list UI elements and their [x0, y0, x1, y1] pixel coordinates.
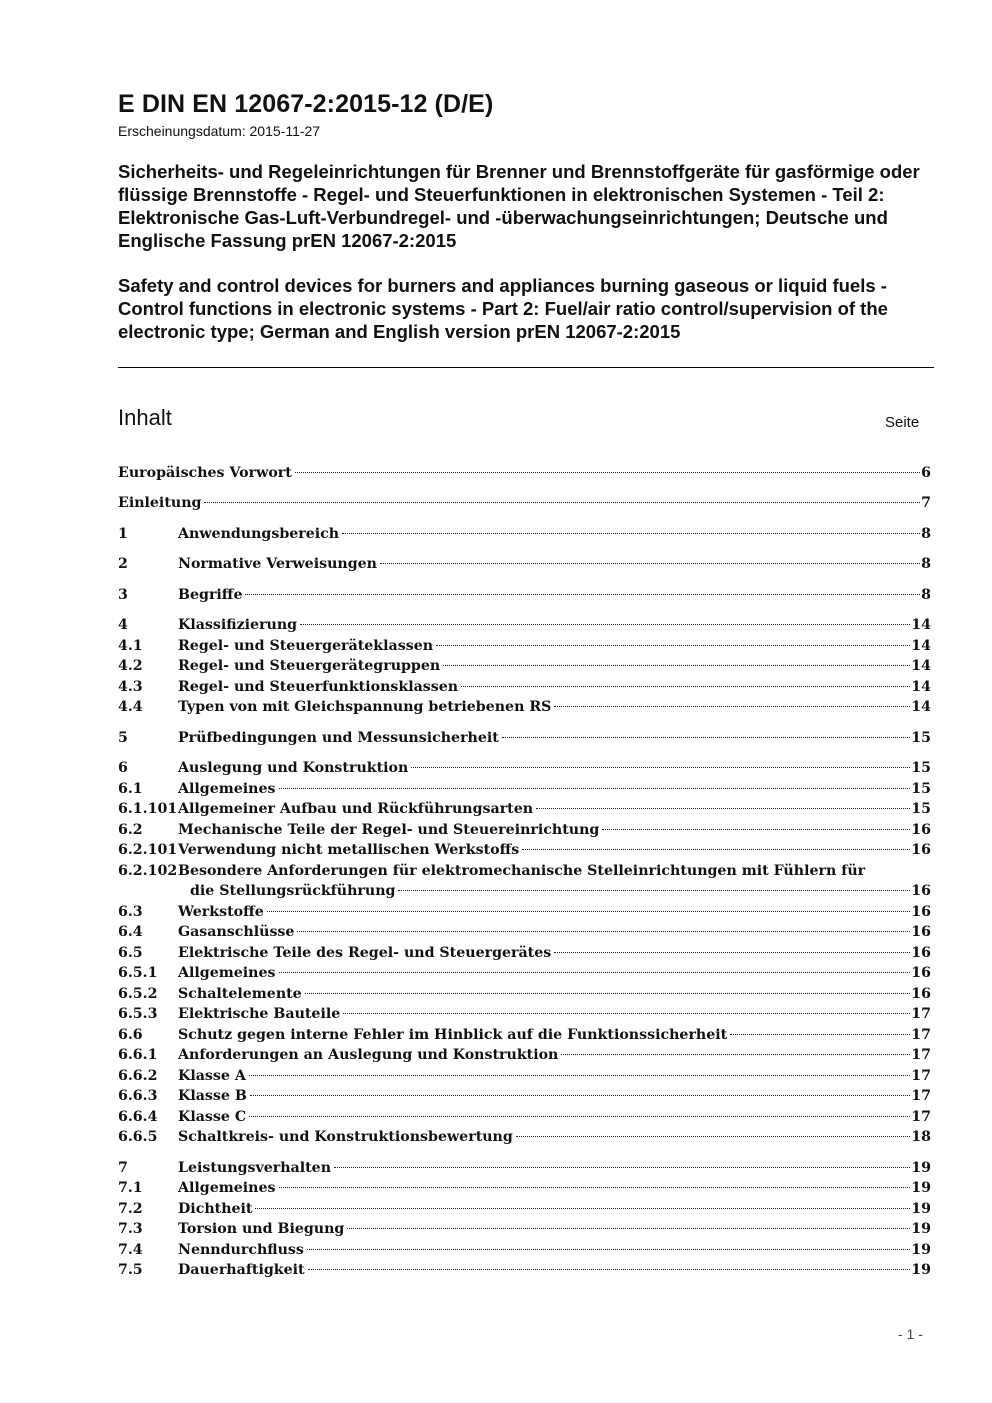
toc-entry-page: 16 — [911, 986, 931, 1002]
toc-entry-title: Schaltkreis- und Konstruktionsbewertung — [178, 1129, 513, 1145]
toc-entry-page: 8 — [921, 556, 931, 572]
toc-entry-page: 19 — [911, 1160, 931, 1176]
toc-entry[interactable] — [118, 728, 931, 748]
publication-date: Erscheinungsdatum: 2015-11-27 — [118, 123, 321, 139]
toc-dot-leader — [436, 645, 910, 646]
toc-entry-title: Gasanschlüsse — [178, 924, 295, 940]
toc-dot-leader — [380, 563, 920, 564]
toc-entry[interactable] — [118, 840, 931, 860]
toc-entry-number: 4.2 — [118, 658, 143, 674]
toc-entry-number: 6.6.2 — [118, 1068, 158, 1084]
toc-entry-number: 1 — [118, 526, 128, 542]
toc-entry-page: 16 — [911, 904, 931, 920]
toc-entry-title: Auslegung und Konstruktion — [178, 760, 409, 776]
toc-entry-page: 16 — [911, 842, 931, 858]
toc-entry-number: 7 — [118, 1160, 128, 1176]
toc-dot-leader — [554, 706, 910, 707]
toc-entry[interactable] — [118, 1045, 931, 1065]
toc-entry-number: 7.5 — [118, 1262, 143, 1278]
toc-entry-number: 6.6 — [118, 1027, 143, 1043]
toc-entry-number: 6.1 — [118, 781, 143, 797]
toc-dot-leader — [297, 931, 910, 932]
toc-entry-title: Dichtheit — [178, 1201, 253, 1217]
toc-entry-title: Nenndurchfluss — [178, 1242, 304, 1258]
toc-entry[interactable] — [118, 799, 931, 819]
toc-entry-number: 7.2 — [118, 1201, 143, 1217]
toc-dot-leader — [516, 1136, 910, 1137]
toc-entry-number: 6.2 — [118, 822, 143, 838]
toc-entry-title: Elektrische Bauteile — [178, 1006, 341, 1022]
toc-heading: Inhalt — [118, 405, 172, 430]
toc-entry-title: Begriffe — [178, 587, 243, 603]
toc-entry-title: Schutz gegen interne Fehler im Hinblick auf die Funktionssicherheit — [178, 1027, 728, 1043]
toc-entry-number: 6 — [118, 760, 128, 776]
toc-entry[interactable] — [118, 820, 931, 840]
toc-entry-number: 6.3 — [118, 904, 143, 920]
toc-dot-leader — [398, 890, 910, 891]
toc-entry-title: Werkstoffe — [178, 904, 264, 920]
toc-entry-page: 16 — [911, 822, 931, 838]
toc-dot-leader — [305, 993, 911, 994]
toc-entry-number: 4.4 — [118, 699, 143, 715]
toc-dot-leader — [250, 1095, 910, 1096]
toc-entry-page: 14 — [911, 617, 931, 633]
toc-dot-leader — [347, 1228, 910, 1229]
toc-entry[interactable] — [118, 1260, 931, 1280]
toc-entry-page: 19 — [911, 1180, 931, 1196]
toc-dot-leader — [522, 849, 910, 850]
toc-entry-page: 15 — [911, 730, 931, 746]
toc-dot-leader — [561, 1054, 910, 1055]
page-number: - 1 - — [898, 1326, 923, 1342]
title-german: Sicherheits- und Regeleinrichtungen für Brenner und Brennstoffgeräte für gasförmige oder flüssige Brennstoffe - Regel- und Steuerfunktionen in elektronischen Systemen - Teil 2: Elektronische Gas-Luft-Verbundregel- und -überwachungseinrichtungen; Deutsche und Englische Fassung prEN 12067-2:2015 — [118, 161, 920, 251]
title-english: Safety and control devices for burners and appliances burning gaseous or liquid fuels - Control functions in electronic systems - Part 2: Fuel/air ratio control/supervision of the electronic type; German and English version prEN 12067-2:2015 — [118, 275, 888, 342]
toc-entry-page: 19 — [911, 1242, 931, 1258]
toc-entry-title: Elektrische Teile des Regel- und Steuergerätes — [178, 945, 552, 961]
toc-entry[interactable] — [118, 493, 931, 513]
toc-dot-leader — [249, 1116, 910, 1117]
toc-dot-leader — [204, 502, 920, 503]
toc-entry-page: 15 — [911, 781, 931, 797]
toc-entry-title: Schaltelemente — [178, 986, 302, 1002]
toc-dot-leader — [279, 788, 911, 789]
toc-entry-title: Klasse B — [178, 1088, 247, 1104]
toc-dot-leader — [334, 1167, 910, 1168]
toc-entry[interactable] — [118, 524, 931, 544]
toc-entry[interactable] — [118, 1199, 931, 1219]
toc-entry-number: 6.4 — [118, 924, 143, 940]
toc-entry-number: 6.6.3 — [118, 1088, 158, 1104]
toc-page-label: Seite — [885, 414, 920, 431]
toc-entry-page: 17 — [911, 1027, 931, 1043]
toc-entry-number: 5 — [118, 730, 128, 746]
toc-dot-leader — [255, 1208, 910, 1209]
toc-entry[interactable] — [118, 902, 931, 922]
toc-entry[interactable] — [118, 1219, 931, 1239]
toc-entry-title: Typen von mit Gleichspannung betriebenen RS — [178, 699, 552, 715]
document-id: E DIN EN 12067-2:2015-12 (D/E) — [118, 90, 494, 118]
toc-entry-title: Anforderungen an Auslegung und Konstruktion — [178, 1047, 559, 1063]
toc-entry[interactable] — [118, 1025, 931, 1045]
toc-dot-leader — [554, 952, 910, 953]
toc-dot-leader — [245, 594, 920, 595]
toc-dot-leader — [279, 1187, 911, 1188]
toc-entry-number: 2 — [118, 556, 128, 572]
toc-entry-title: Klassifizierung — [178, 617, 298, 633]
toc-entry[interactable] — [118, 636, 931, 656]
toc-entry-number: 6.2.101 — [118, 842, 178, 858]
toc-dot-leader — [342, 533, 920, 534]
toc-entry-page: 14 — [911, 679, 931, 695]
toc-entry-number: 6.5.2 — [118, 986, 158, 1002]
toc-dot-leader — [308, 1269, 911, 1270]
toc-entry-page: 18 — [911, 1129, 931, 1145]
toc-entry-page: 19 — [911, 1262, 931, 1278]
toc-entry[interactable] — [118, 1066, 931, 1086]
toc-entry[interactable] — [118, 1240, 931, 1260]
toc-entry-title: Allgemeiner Aufbau und Rückführungsarten — [178, 801, 534, 817]
toc-entry-title-continued: die Stellungsrückführung — [190, 883, 396, 899]
toc-entry[interactable] — [118, 1004, 931, 1024]
toc-dot-leader — [730, 1034, 910, 1035]
toc-entry-number: 4.3 — [118, 679, 143, 695]
toc-entry-number: 7.1 — [118, 1180, 143, 1196]
toc-entry-number: 4.1 — [118, 638, 143, 654]
toc-entry[interactable] — [118, 1107, 931, 1127]
toc-entry[interactable] — [118, 463, 931, 483]
toc-entry[interactable] — [118, 656, 931, 676]
toc-entry[interactable] — [118, 963, 931, 983]
toc-entry-page: 16 — [911, 945, 931, 961]
toc-entry-number: 6.6.4 — [118, 1109, 158, 1125]
toc-entry[interactable] — [118, 615, 931, 635]
toc-entry-number: 6.5 — [118, 945, 143, 961]
toc-entry-number: 4 — [118, 617, 128, 633]
toc-entry[interactable] — [118, 677, 931, 697]
toc-entry-number: 7.4 — [118, 1242, 143, 1258]
toc-entry[interactable] — [118, 922, 931, 942]
toc-dot-leader — [279, 972, 911, 973]
toc-entry-page: 16 — [911, 883, 931, 899]
toc-entry-title: Besondere Anforderungen für elektromechanische Stelleinrichtungen mit Fühlern für — [178, 863, 866, 879]
toc-entry[interactable] — [118, 943, 931, 963]
toc-entry-title: Klasse C — [178, 1109, 247, 1125]
toc-entry-page: 17 — [911, 1109, 931, 1125]
toc-entry[interactable] — [118, 1158, 931, 1178]
toc-entry-title: Allgemeines — [178, 1180, 276, 1196]
toc-entry-page: 8 — [921, 526, 931, 542]
toc-entry-page: 19 — [911, 1221, 931, 1237]
toc-dot-leader — [411, 767, 910, 768]
toc-entry-title: Regel- und Steuergeräteklassen — [178, 638, 434, 654]
toc-dot-leader — [300, 624, 910, 625]
toc-entry-number: 6.6.5 — [118, 1129, 158, 1145]
toc-dot-leader — [343, 1013, 910, 1014]
toc-entry-page: 17 — [911, 1088, 931, 1104]
toc-entry[interactable] — [118, 585, 931, 605]
toc-entry-title: Einleitung — [118, 495, 202, 511]
toc-dot-leader — [307, 1249, 910, 1250]
toc-entry[interactable] — [118, 984, 931, 1004]
toc-entry-number: 3 — [118, 587, 128, 603]
toc-entry[interactable] — [118, 758, 931, 778]
toc-entry-page: 17 — [911, 1006, 931, 1022]
toc-entry-page: 14 — [911, 658, 931, 674]
toc-entry-page: 16 — [911, 924, 931, 940]
toc-entry-title: Allgemeines — [178, 781, 276, 797]
toc-entry-title: Regel- und Steuerfunktionsklassen — [178, 679, 459, 695]
toc-entry-title: Prüfbedingungen und Messunsicherheit — [178, 730, 499, 746]
toc-entry-number: 6.6.1 — [118, 1047, 158, 1063]
toc-entry-title: Normative Verweisungen — [178, 556, 377, 572]
toc-entry-page: 15 — [911, 760, 931, 776]
toc-entry-page: 7 — [921, 495, 931, 511]
toc-dot-leader — [443, 665, 910, 666]
title-divider — [118, 367, 934, 368]
toc-entry[interactable] — [118, 861, 931, 901]
toc-entry-title: Dauerhaftigkeit — [178, 1262, 305, 1278]
toc-entry-title: Klasse A — [178, 1068, 246, 1084]
toc-entry-page: 16 — [911, 965, 931, 981]
toc-dot-leader — [249, 1075, 910, 1076]
toc-entry-number: 6.1.101 — [118, 801, 178, 817]
toc-entry-title: Verwendung nicht metallischen Werkstoffs — [178, 842, 520, 858]
toc-entry[interactable] — [118, 697, 931, 717]
toc-dot-leader — [602, 829, 910, 830]
toc-entry-page: 6 — [921, 465, 931, 481]
toc-entry-title: Leistungsverhalten — [178, 1160, 332, 1176]
toc-entry[interactable] — [118, 1178, 931, 1198]
toc-dot-leader — [267, 911, 910, 912]
toc-entry-number: 6.2.102 — [118, 863, 178, 879]
toc-entry-number: 6.5.3 — [118, 1006, 158, 1022]
toc-entry-page: 14 — [911, 638, 931, 654]
toc-entry-title: Torsion und Biegung — [178, 1221, 345, 1237]
toc-entry-title: Allgemeines — [178, 965, 276, 981]
toc-entry-title: Anwendungsbereich — [178, 526, 340, 542]
toc-entry-title: Mechanische Teile der Regel- und Steuereinrichtung — [178, 822, 600, 838]
toc-entry[interactable] — [118, 554, 931, 574]
toc-dot-leader — [536, 808, 910, 809]
toc-entry-page: 19 — [911, 1201, 931, 1217]
toc-entry[interactable] — [118, 779, 931, 799]
toc-entry-page: 8 — [921, 587, 931, 603]
toc-entry-number: 6.5.1 — [118, 965, 158, 981]
toc-entry-page: 17 — [911, 1047, 931, 1063]
toc-dot-leader — [295, 472, 920, 473]
toc-entry[interactable] — [118, 1086, 931, 1106]
toc-dot-leader — [461, 686, 910, 687]
toc-entry-number: 7.3 — [118, 1221, 143, 1237]
toc-entry[interactable] — [118, 1127, 931, 1147]
toc-entry-page: 15 — [911, 801, 931, 817]
toc-entry-page: 14 — [911, 699, 931, 715]
toc-entry-page: 17 — [911, 1068, 931, 1084]
toc-dot-leader — [502, 737, 910, 738]
toc-entry-title: Regel- und Steuergerätegruppen — [178, 658, 441, 674]
toc-entry-title: Europäisches Vorwort — [118, 465, 292, 481]
